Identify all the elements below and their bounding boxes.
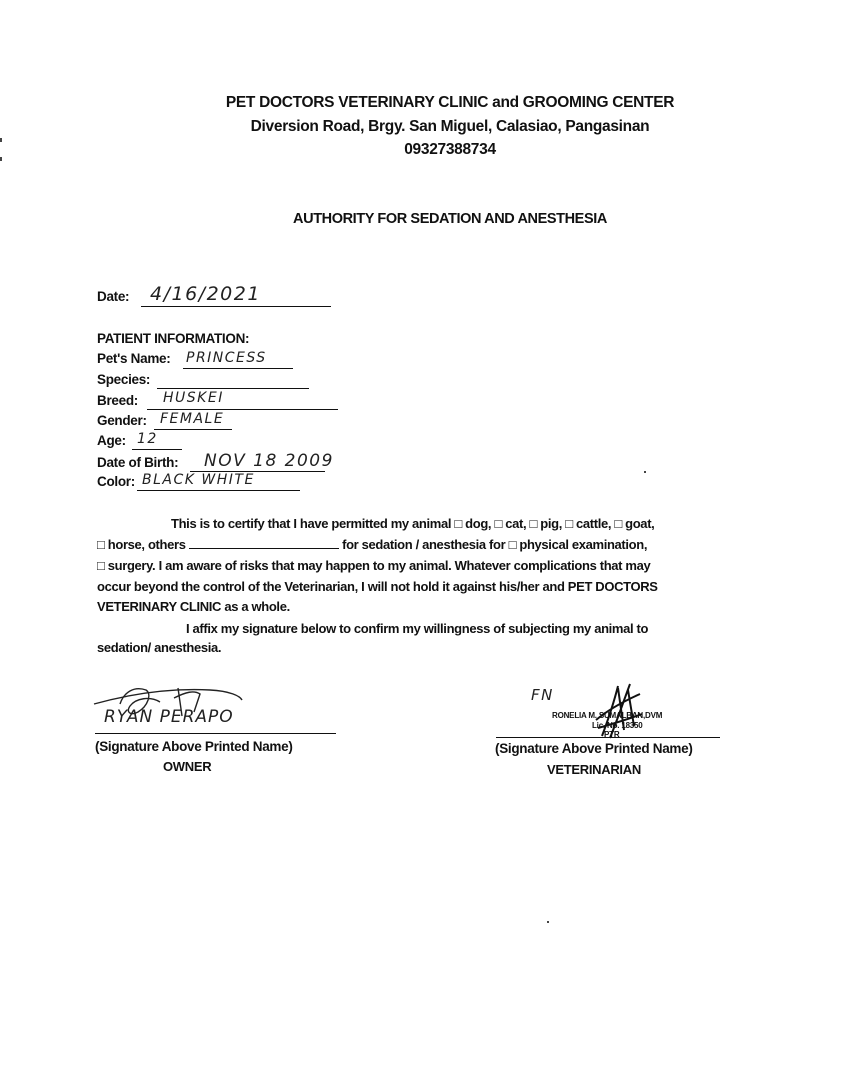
color-underline	[137, 490, 300, 491]
clinic-phone: 09327388734	[404, 141, 496, 158]
scan-speck	[0, 157, 2, 161]
date-label: Date:	[97, 289, 130, 304]
pets-name-label: Pet's Name:	[97, 351, 171, 366]
vet-stamp-ptr: PTR	[604, 730, 620, 739]
gender-underline	[154, 429, 232, 430]
clinic-name: PET DOCTORS VETERINARY CLINIC and GROOMING CENTER	[225, 94, 675, 111]
owner-signature-line	[95, 733, 336, 734]
date-underline	[141, 306, 331, 307]
affix-line-1: I affix my signature below to confirm my willingness of subjecting my animal to	[186, 621, 649, 636]
patient-info-heading: PATIENT INFORMATION:	[97, 331, 250, 346]
consent-line-3: □ surgery. I am aware of risks that may happen to my animal. Whatever complications that may	[97, 558, 651, 573]
consent-line-1: This is to certify that I have permitted my animal □ dog, □ cat, □ pig, □ cattle, □ goat,	[171, 516, 655, 531]
vet-signature-caption: (Signature Above Printed Name)	[495, 741, 693, 756]
owner-printed-name: RYAN PERAPO	[104, 707, 234, 727]
scan-speck	[547, 921, 549, 923]
vet-signature-line	[496, 737, 720, 738]
breed-value: HUSKEI	[163, 390, 224, 406]
consent-line-2-end: for sedation / anesthesia for □ physical examination,	[342, 537, 648, 552]
pets-name-underline	[183, 368, 293, 369]
dob-value: NOV 18 2009	[204, 451, 334, 471]
species-label: Species:	[97, 372, 151, 387]
vet-role: VETERINARIAN	[547, 762, 641, 777]
species-underline	[157, 388, 309, 389]
consent-line-2	[97, 534, 647, 555]
consent-line-2-start: □ horse, others	[97, 537, 186, 552]
others-blank	[189, 548, 339, 549]
age-value: 12	[137, 431, 158, 447]
affix-line-2: sedation/ anesthesia.	[97, 640, 222, 655]
scan-speck	[644, 471, 646, 473]
owner-role: OWNER	[163, 759, 212, 774]
owner-signature-caption: (Signature Above Printed Name)	[95, 739, 293, 754]
dob-label: Date of Birth:	[97, 455, 179, 470]
breed-label: Breed:	[97, 393, 138, 408]
date-value: 4/16/2021	[150, 283, 261, 305]
gender-value: FEMALE	[160, 411, 225, 427]
color-label: Color:	[97, 474, 135, 489]
form-title: AUTHORITY FOR SEDATION AND ANESTHESIA	[293, 211, 607, 227]
pets-name-value: PRINCESS	[186, 350, 267, 366]
scan-speck	[0, 138, 2, 142]
breed-underline	[147, 409, 338, 410]
clinic-address: Diversion Road, Brgy. San Miguel, Calasiao, Pangasinan	[250, 118, 650, 135]
color-value: BLACK WHITE	[142, 472, 255, 488]
vet-stamp-name: RONELIA M. SUMALBAN,DVM	[552, 711, 663, 720]
consent-line-4: occur beyond the control of the Veterinarian, I will not hold it against his/her and PET DOCTORS	[97, 579, 658, 594]
gender-label: Gender:	[97, 413, 147, 428]
consent-line-5: VETERINARY CLINIC as a whole.	[97, 599, 290, 614]
vet-initials: FN	[531, 686, 554, 704]
age-underline	[132, 449, 182, 450]
vet-stamp-license: Lic. No. 18350	[592, 721, 643, 730]
age-label: Age:	[97, 433, 126, 448]
